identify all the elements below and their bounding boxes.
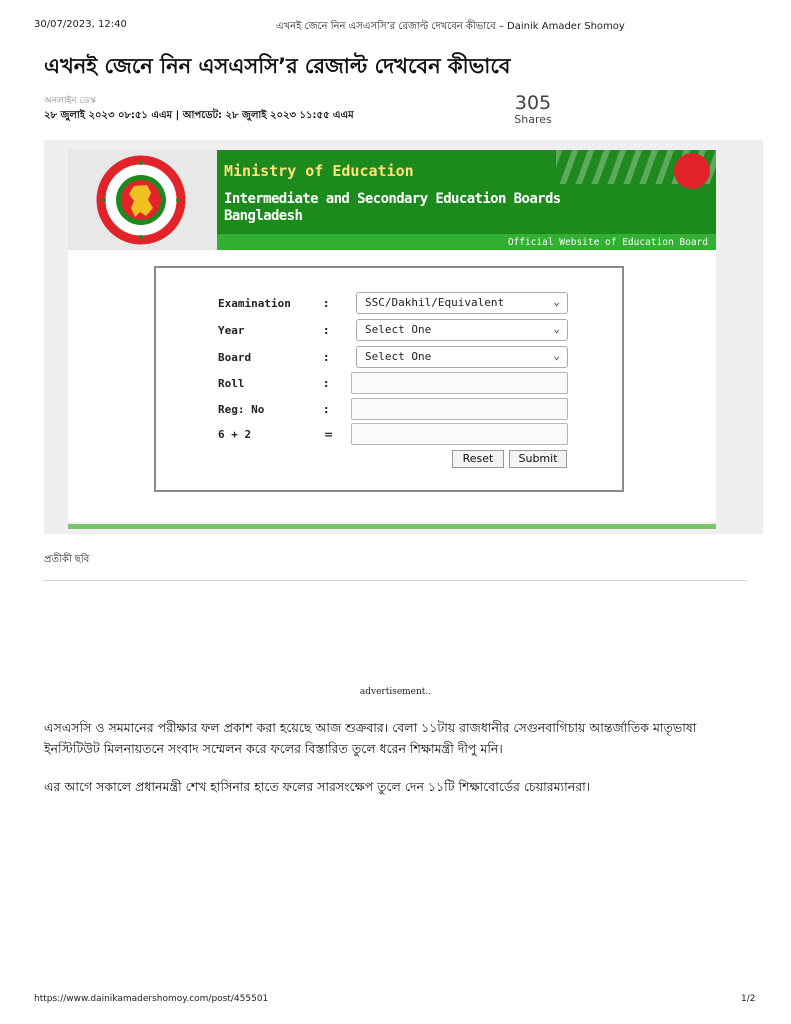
- boards-title-line1: Intermediate and Secondary Education Boards: [224, 191, 561, 207]
- roll-input[interactable]: [351, 372, 568, 394]
- result-search-form: [154, 266, 624, 492]
- share-count: 305: [514, 92, 552, 114]
- article-image: [44, 140, 763, 534]
- print-url: https://www.dainikamadershomoy.com/post/455501: [34, 994, 269, 1004]
- ministry-title: Ministry of Education: [224, 162, 414, 180]
- row-separator: :: [324, 351, 329, 364]
- reg-no-input[interactable]: [351, 398, 568, 420]
- captcha-label: 6 + 2: [218, 428, 252, 441]
- ministry-banner: [217, 150, 716, 250]
- logo-panel: [68, 150, 217, 250]
- education-board-screenshot: [68, 150, 716, 522]
- flag-circle-icon: [674, 153, 710, 189]
- article-headline: এখনই জেনে নিন এসএসসি’র রেজাল্ট দেখবেন কীভাবে: [44, 54, 511, 78]
- row-separator: :: [324, 403, 329, 416]
- boards-title-line2: Bangladesh: [224, 208, 303, 224]
- print-page-title: এখনই জেনে নিন এসএসসি’র রেজাল্ট দেখবেন কীভাবে – Dainik Amader Shomoy: [276, 21, 625, 32]
- footer-bar: [68, 524, 716, 529]
- share-counter: [508, 93, 558, 126]
- government-seal-logo: [68, 150, 217, 250]
- form-row-reg-no: [218, 398, 570, 420]
- official-band: [217, 234, 716, 250]
- captcha-input[interactable]: [351, 423, 568, 445]
- submit-button[interactable]: Submit: [509, 450, 567, 468]
- examination-label: Examination: [218, 297, 291, 310]
- board-label: Board: [218, 351, 252, 364]
- boards-title: [224, 191, 561, 225]
- year-select[interactable]: [356, 319, 568, 341]
- examination-selected-value: SSC/Dakhil/Equivalent: [365, 296, 505, 309]
- form-row-board: [218, 346, 570, 368]
- reset-button[interactable]: Reset: [452, 450, 504, 468]
- form-row-year: [218, 319, 570, 341]
- year-selected-value: Select One: [365, 323, 432, 336]
- chevron-down-icon: ⌄: [553, 322, 560, 335]
- year-label: Year: [218, 324, 245, 337]
- board-selected-value: Select One: [365, 350, 432, 363]
- reg-no-label: Reg: No: [218, 403, 265, 416]
- article-dateline: ২৮ জুলাই ২০২৩ ০৮:৫১ এএম | আপডেট: ২৮ জুলাই ২০২৩ ১১:৫৫ এএম: [44, 110, 354, 121]
- author-desk[interactable]: অনলাইন ডেস্ক: [44, 96, 97, 106]
- page-number: 1/2: [741, 994, 756, 1004]
- form-row-roll: [218, 372, 570, 394]
- row-separator: :: [324, 377, 329, 390]
- image-caption: প্রতীকী ছবি: [44, 554, 90, 565]
- chevron-down-icon: ⌄: [553, 295, 560, 308]
- print-date: 30/07/2023, 12:40: [34, 19, 127, 30]
- board-select[interactable]: [356, 346, 568, 368]
- row-separator: :: [324, 324, 329, 337]
- article-paragraph: এসএসসি ও সমমানের পরীক্ষার ফল প্রকাশ করা হয়েছে আজ শুক্রবার। বেলা ১১টায় রাজধানীর সেগুনবাগিচায় আন্তর্জাতিক মাতৃভাষা ইনস্টিটিউট মিলনায়তনে সংবাদ সম্মেলন করে ফলের বিস্তারিত তুলে ধরেন শিক্ষামন্ত্রী দীপু মনি।: [44, 720, 697, 756]
- roll-label: Roll: [218, 377, 245, 390]
- share-label: Shares: [514, 113, 552, 126]
- row-separator: :: [324, 297, 329, 310]
- chevron-down-icon: ⌄: [553, 349, 560, 362]
- article-paragraph: এর আগে সকালে প্রধানমন্ত্রী শেখ হাসিনার হাতে ফলের সারসংক্ষেপ তুলে দেন ১১টি শিক্ষাবোর্ডের চেয়ারম্যানরা।: [44, 779, 591, 794]
- form-row-captcha: [218, 423, 570, 445]
- form-row-examination: [218, 292, 570, 314]
- divider: [44, 580, 747, 581]
- official-website-label: Official Website of Education Board: [507, 237, 708, 248]
- advertisement-label: advertisement..: [359, 687, 432, 697]
- examination-select[interactable]: [356, 292, 568, 314]
- row-separator: =: [324, 428, 334, 441]
